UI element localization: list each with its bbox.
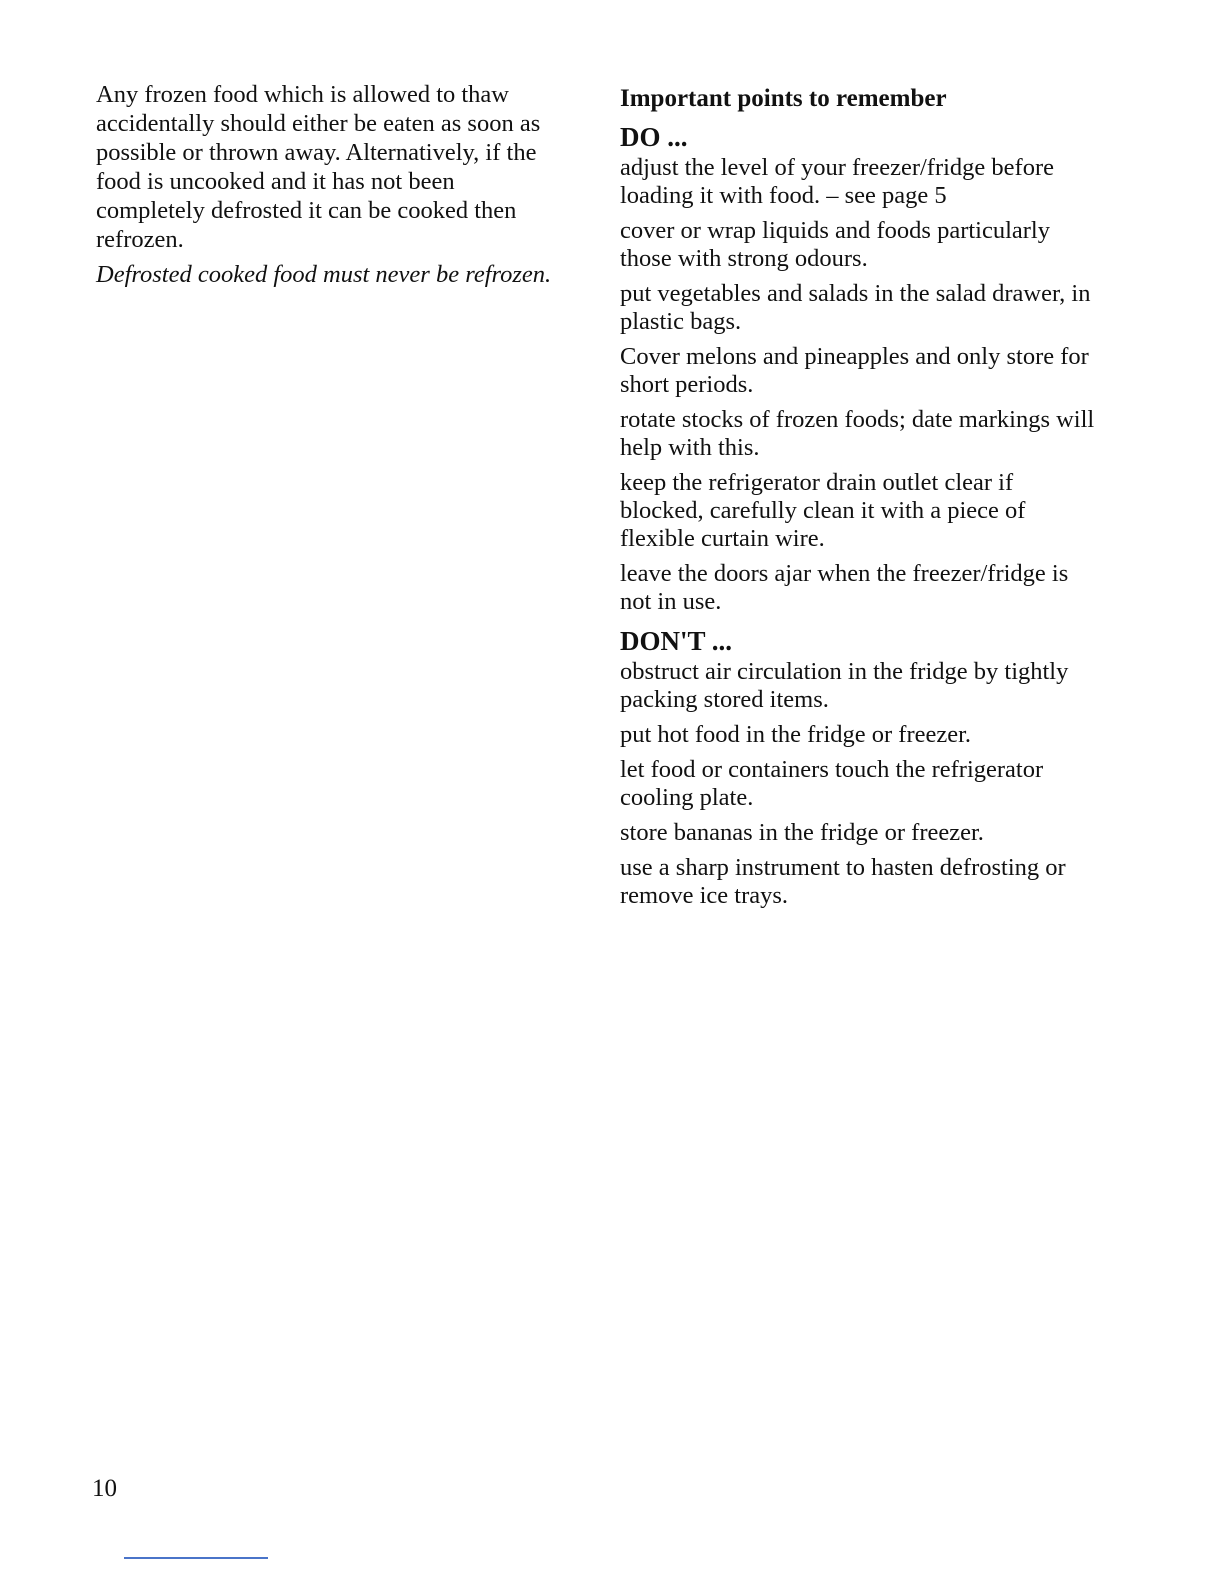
thaw-paragraph: Any frozen food which is allowed to thaw accidentally should either be eaten as soon as possible or thrown away. Alternatively, if the food is uncooked and it has not been completely defrosted it can be cooked then refrozen. xyxy=(96,81,541,253)
dont-item: use a sharp instrument to hasten defrosting or remove ice trays. xyxy=(620,854,1066,909)
dont-item: store bananas in the fridge or freezer. xyxy=(620,819,984,846)
do-item: Cover melons and pineapples and only store for short periods. xyxy=(620,343,1089,398)
right-column xyxy=(620,84,1100,917)
section-title: Important points to remember xyxy=(620,85,947,112)
dont-heading: DON'T ... xyxy=(620,626,733,656)
do-item: leave the doors ajar when the freezer/fridge is not in use. xyxy=(620,560,1069,615)
do-item: adjust the level of your freezer/fridge before loading it with food. – see page 5 xyxy=(620,154,1054,209)
do-item: rotate stocks of frozen foods; date markings will help with this. xyxy=(620,406,1095,461)
dont-item: obstruct air circulation in the fridge by tightly packing stored items. xyxy=(620,658,1069,713)
footer-line xyxy=(124,1557,268,1559)
dont-item: put hot food in the fridge or freezer. xyxy=(620,721,972,748)
do-item: cover or wrap liquids and foods particularly those with strong odours. xyxy=(620,217,1050,272)
refreeze-warning: Defrosted cooked food must never be refrozen. xyxy=(96,261,552,288)
dont-item: let food or containers touch the refrigerator cooling plate. xyxy=(620,756,1044,811)
do-heading: DO ... xyxy=(620,122,688,152)
left-column xyxy=(96,80,566,295)
do-item: put vegetables and salads in the salad drawer, in plastic bags. xyxy=(620,280,1091,335)
page-number: 10 xyxy=(92,1475,117,1502)
do-item: keep the refrigerator drain outlet clear if blocked, carefully clean it with a piece of flexible curtain wire. xyxy=(620,469,1026,552)
do-list xyxy=(620,154,1100,616)
dont-list xyxy=(620,658,1100,910)
